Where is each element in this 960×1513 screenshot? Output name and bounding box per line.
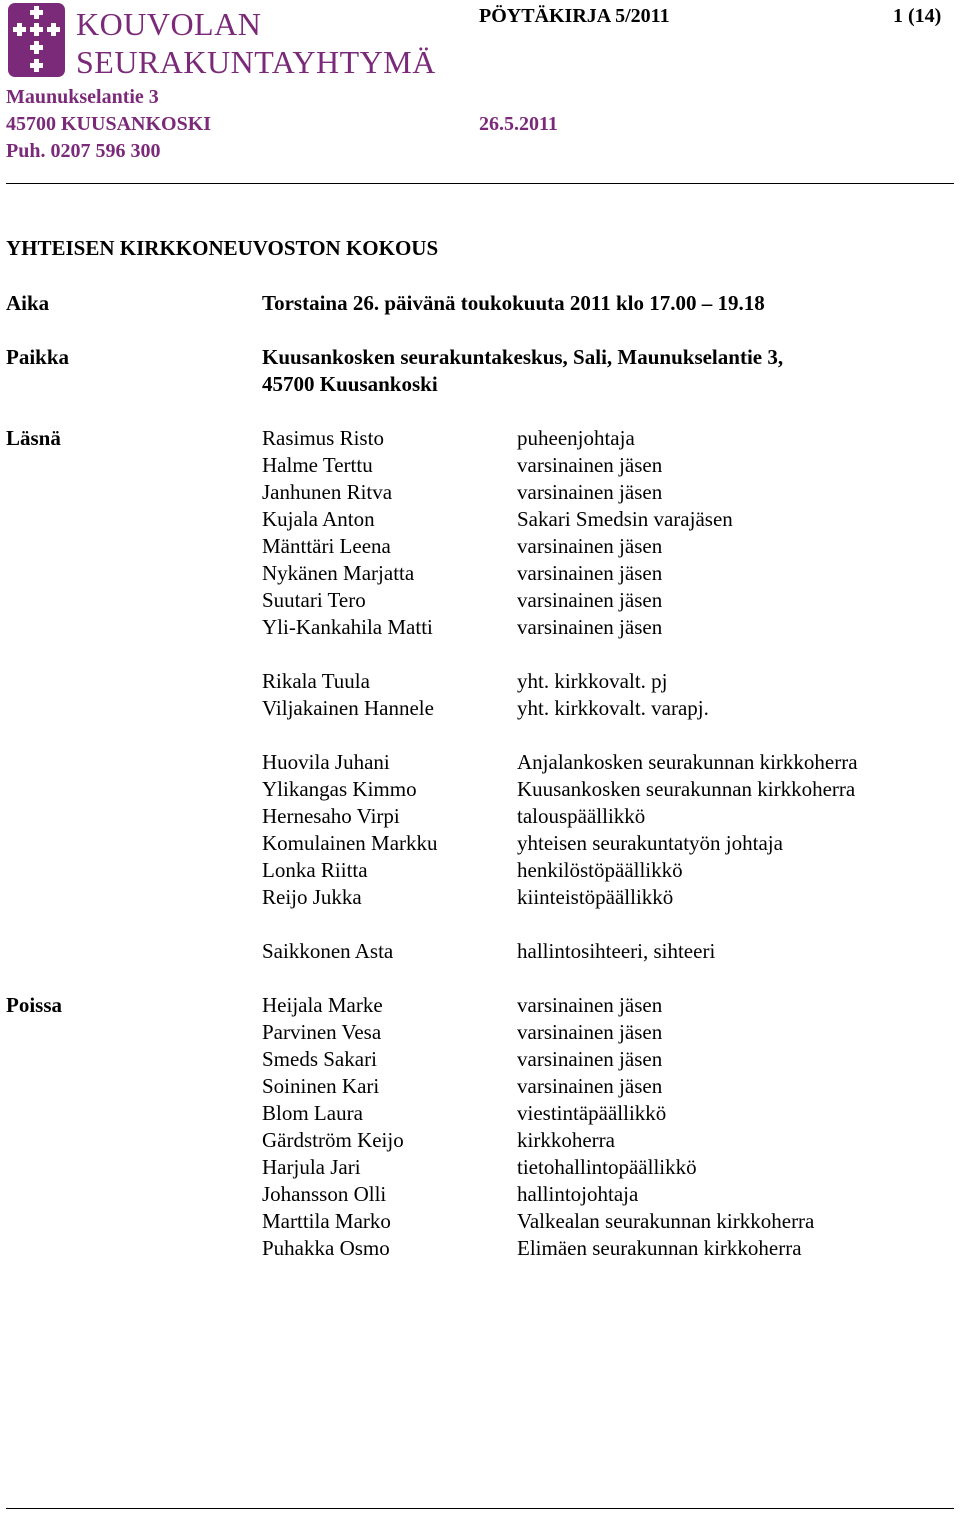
absent-role: varsinainen jäsen [517,1047,663,1071]
present-name: Rikala Tuula [262,669,370,693]
present-role: varsinainen jäsen [517,561,663,585]
address-phone: Puh. 0207 596 300 [6,140,161,162]
absent-name: Blom Laura [262,1101,363,1125]
header-divider [6,183,954,184]
absent-name: Parvinen Vesa [262,1020,382,1044]
present-name: Ylikangas Kimmo [262,777,417,801]
present-role: Kuusankosken seurakunnan kirkkoherra [517,777,856,801]
present-role: varsinainen jäsen [517,534,663,558]
present-role: varsinainen jäsen [517,453,663,477]
cross-icon [30,6,43,19]
present-name: Hernesaho Virpi [262,804,400,828]
present-name: Janhunen Ritva [262,480,393,504]
absent-name: Smeds Sakari [262,1047,377,1071]
place-value-line2: 45700 Kuusankoski [262,372,438,396]
present-name: Suutari Tero [262,588,366,612]
present-name: Komulainen Markku [262,831,438,855]
present-role: varsinainen jäsen [517,615,663,639]
time-value: Torstaina 26. päivänä toukokuuta 2011 klo 17.00 – 19.18 [262,291,765,315]
present-role: varsinainen jäsen [517,588,663,612]
absent-label: Poissa [6,993,63,1017]
present-role: kiinteistöpäällikkö [517,885,674,909]
present-name: Kujala Anton [262,507,375,531]
absent-name: Johansson Olli [262,1182,387,1206]
present-role: Sakari Smedsin varajäsen [517,507,733,531]
absent-role: Elimäen seurakunnan kirkkoherra [517,1236,802,1260]
present-name: Saikkonen Asta [262,939,394,963]
present-role: henkilöstöpäällikkö [517,858,683,882]
present-name: Reijo Jukka [262,885,362,909]
address-street: Maunukselantie 3 [6,86,159,108]
absent-name: Gärdström Keijo [262,1128,404,1152]
place-value-line1: Kuusankosken seurakuntakeskus, Sali, Maunukselantie 3, [262,345,784,369]
present-name: Huovila Juhani [262,750,390,774]
absent-role: viestintäpäällikkö [517,1101,667,1125]
meeting-date: 26.5.2011 [479,113,558,135]
footer-divider [6,1508,954,1509]
present-name: Lonka Riitta [262,858,368,882]
absent-name: Soininen Kari [262,1074,380,1098]
cross-icon [13,23,26,36]
present-role: yhteisen seurakuntatyön johtaja [517,831,783,855]
present-role: varsinainen jäsen [517,480,663,504]
absent-role: kirkkoherra [517,1128,615,1152]
document-title: PÖYTÄKIRJA 5/2011 [479,5,670,27]
time-label: Aika [6,291,50,315]
present-name: Halme Terttu [262,453,373,477]
absent-role: varsinainen jäsen [517,1074,663,1098]
present-role: yht. kirkkovalt. varapj. [517,696,709,720]
absent-name: Heijala Marke [262,993,383,1017]
absent-name: Puhakka Osmo [262,1236,390,1260]
present-name: Yli-Kankahila Matti [262,615,433,639]
absent-role: varsinainen jäsen [517,993,663,1017]
absent-name: Marttila Marko [262,1209,391,1233]
cross-icon [30,59,43,72]
present-label: Läsnä [6,426,61,450]
org-name-line1: KOUVOLAN [76,6,262,42]
absent-role: Valkealan seurakunnan kirkkoherra [517,1209,815,1233]
present-role: puheenjohtaja [517,426,635,450]
cross-icon [30,41,43,54]
present-name: Viljakainen Hannele [262,696,434,720]
present-name: Nykänen Marjatta [262,561,415,585]
org-name-line2: SEURAKUNTAYHTYMÄ [76,44,436,80]
place-label: Paikka [6,345,70,369]
present-name: Rasimus Risto [262,426,384,450]
present-name: Mänttäri Leena [262,534,391,558]
address-postal: 45700 KUUSANKOSKI [6,113,212,135]
absent-role: hallintojohtaja [517,1182,639,1206]
logo-mark [8,3,65,77]
meeting-title: YHTEISEN KIRKKONEUVOSTON KOKOUS [6,236,439,260]
cross-icon [47,23,60,36]
present-role: yht. kirkkovalt. pj [517,669,668,693]
present-role: hallintosihteeri, sihteeri [517,939,716,963]
cross-icon [30,23,43,36]
absent-role: tietohallintopäällikkö [517,1155,697,1179]
present-role: Anjalankosken seurakunnan kirkkoherra [517,750,858,774]
absent-name: Harjula Jari [262,1155,361,1179]
absent-role: varsinainen jäsen [517,1020,663,1044]
page-number: 1 (14) [893,5,942,27]
present-role: talouspäällikkö [517,804,646,828]
